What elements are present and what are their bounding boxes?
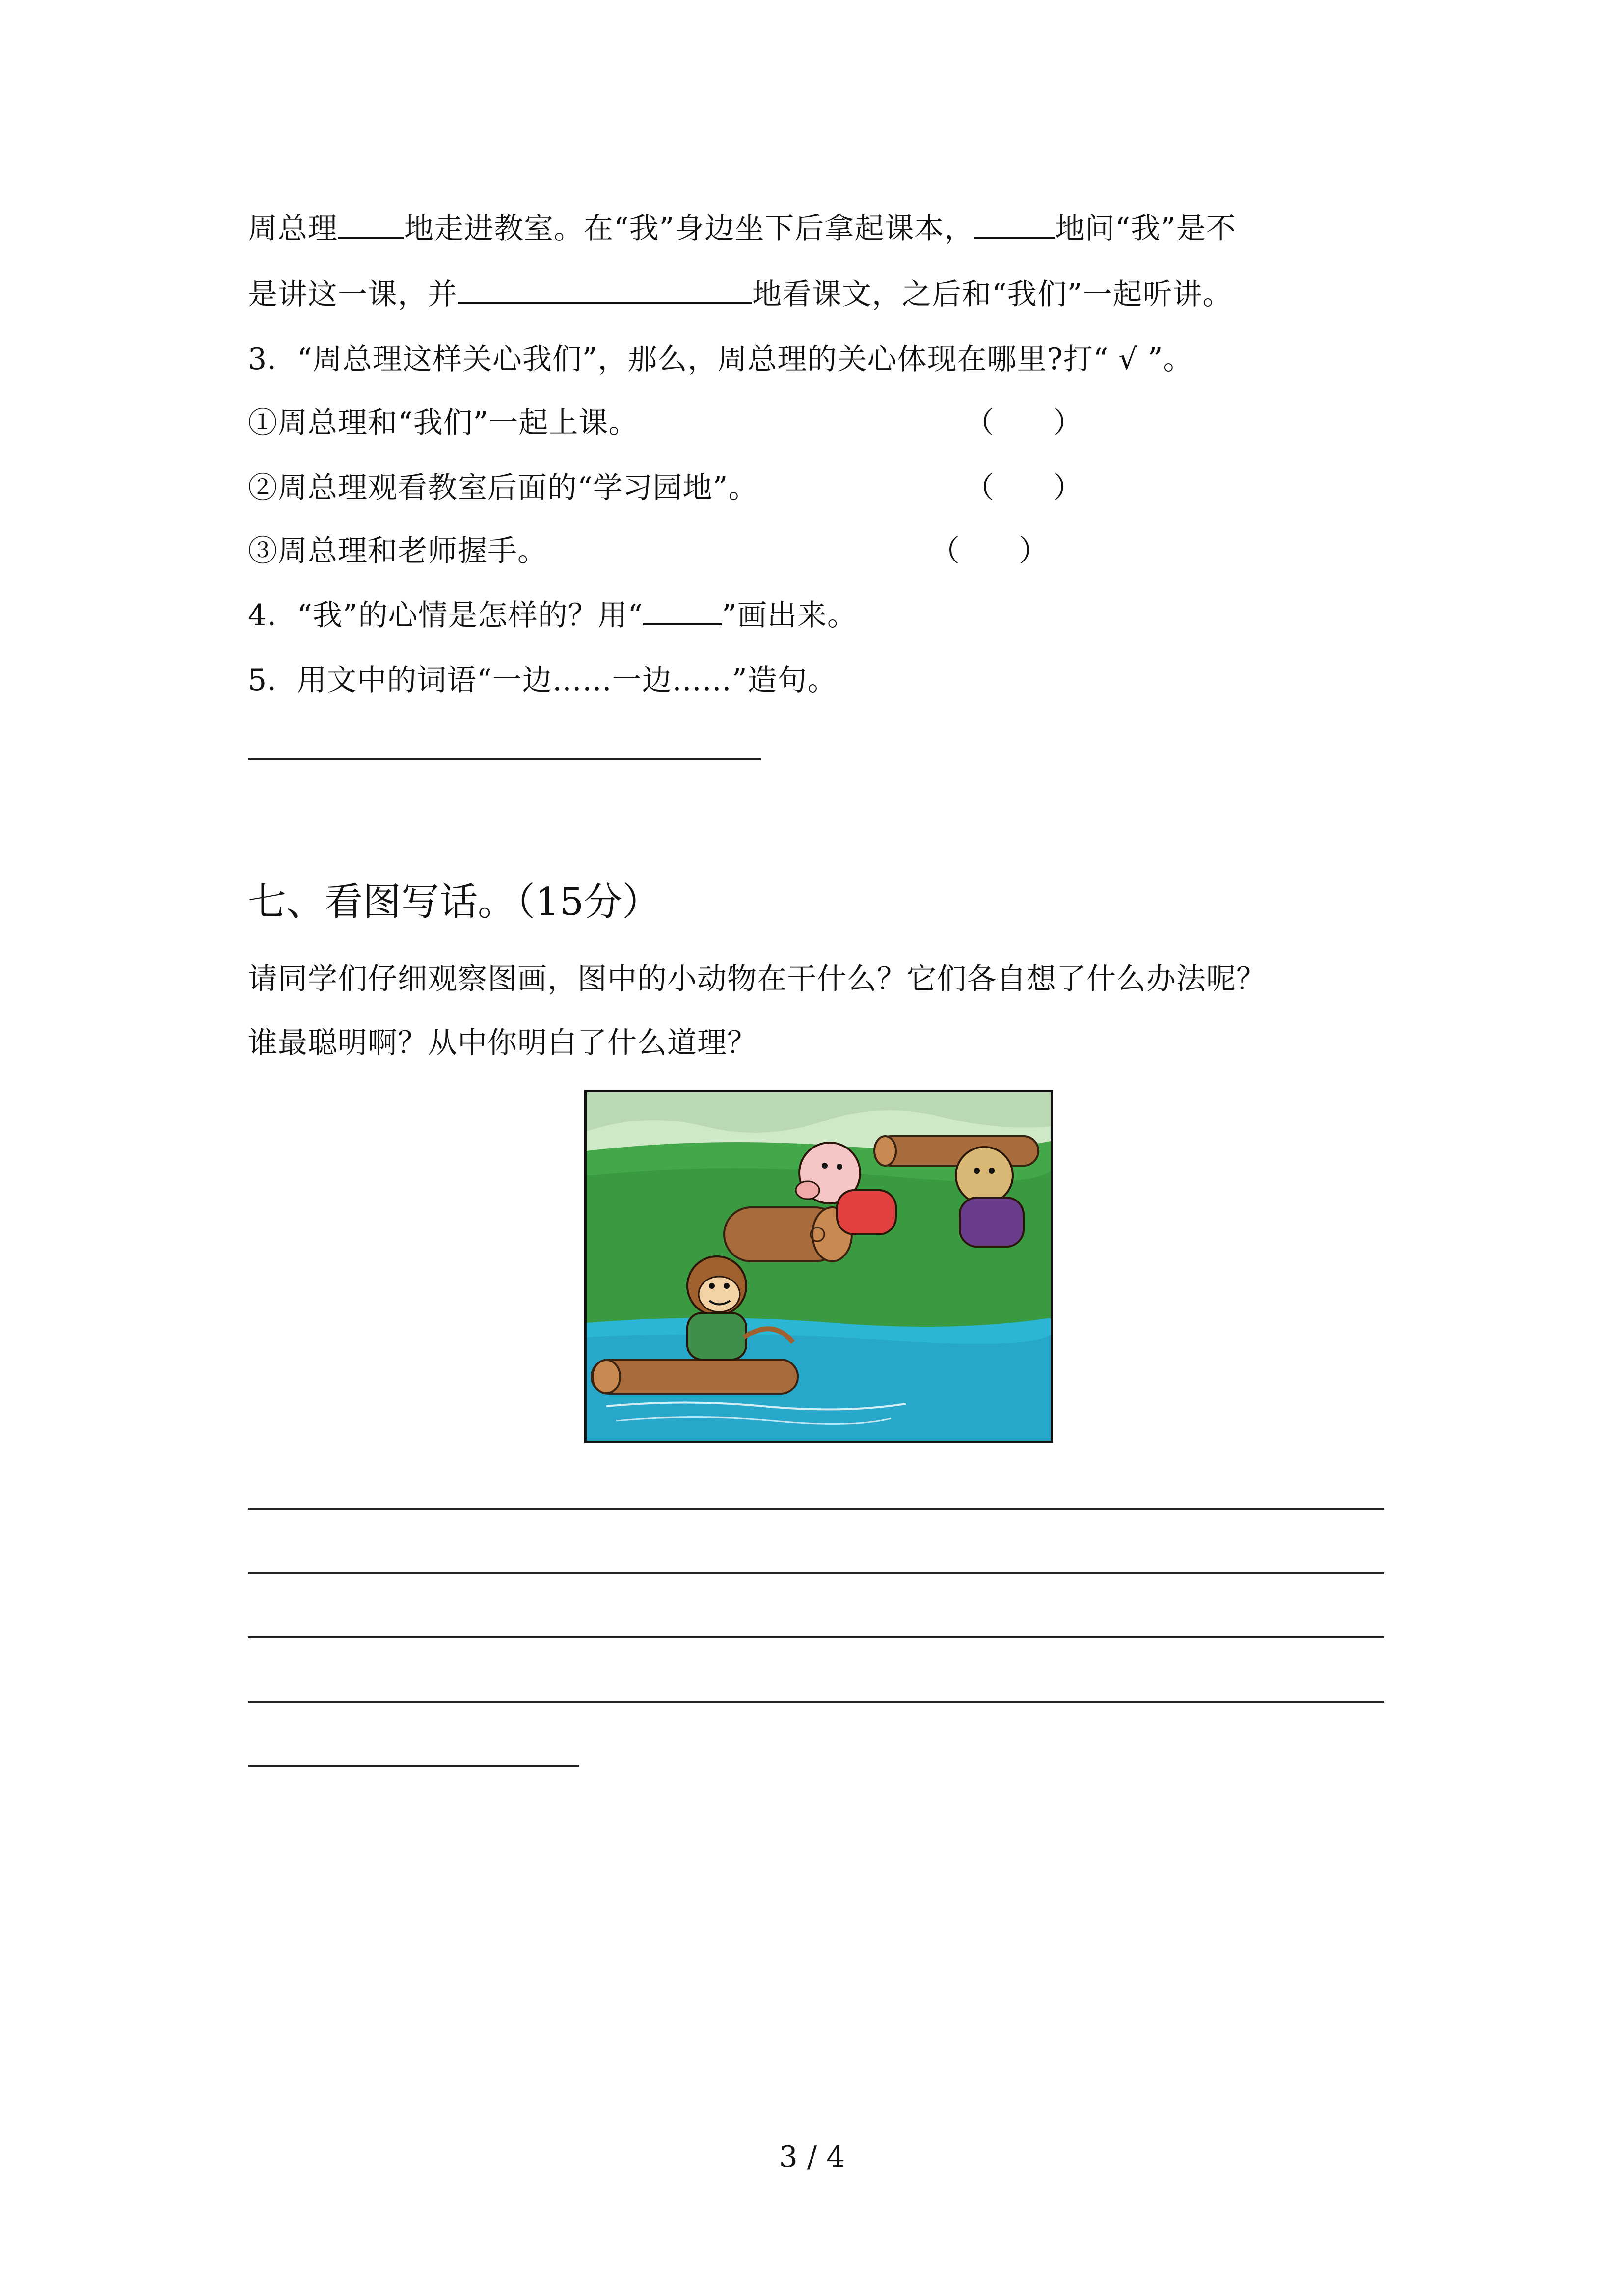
paragraph-line-2 <box>248 275 1232 314</box>
q3-option-3-checkbox[interactable]: （ ） <box>930 534 1048 568</box>
q5-answer-line[interactable] <box>248 758 761 760</box>
question-4-prompt <box>248 596 857 635</box>
fill-blank[interactable] <box>338 232 404 239</box>
q4-text: 4．“我”的心情是怎样的？用“ <box>248 598 644 633</box>
writing-line-3[interactable] <box>248 1636 1384 1638</box>
section-7-instruction-2: 谁最聪明啊？从中你明白了什么道理？ <box>248 1026 757 1060</box>
question-5-prompt: 5．用文中的词语“一边……一边……”造句。 <box>248 663 838 697</box>
q4-text: ”画出来。 <box>722 598 857 633</box>
writing-line-5[interactable] <box>248 1765 579 1767</box>
q3-option-1: ①周总理和“我们”一起上课。 <box>248 406 639 440</box>
q3-option-2-checkbox[interactable]: （ ） <box>965 471 1083 505</box>
fill-blank[interactable] <box>458 297 752 304</box>
cartoon-illustration <box>587 1092 1051 1441</box>
writing-line-2[interactable] <box>248 1572 1384 1574</box>
fill-blank[interactable] <box>974 232 1055 239</box>
paragraph-text: 周总理 <box>248 212 338 246</box>
q3-option-1-checkbox[interactable]: （ ） <box>965 406 1083 440</box>
underline-sample <box>643 618 722 625</box>
paragraph-text: 地走进教室。在“我”身边坐下后拿起课本， <box>404 212 974 246</box>
paragraph-line-1 <box>248 209 1236 248</box>
q3-option-3: ③周总理和老师握手。 <box>248 534 547 568</box>
q3-option-2: ②周总理观看教室后面的“学习园地”。 <box>248 471 758 505</box>
page-number: 3 / 4 <box>779 2140 845 2174</box>
cartoon-picture <box>584 1090 1053 1443</box>
paragraph-text: 是讲这一课，并 <box>248 277 458 312</box>
paragraph-text: 地看课文，之后和“我们”一起听讲。 <box>752 277 1233 312</box>
writing-line-1[interactable] <box>248 1508 1384 1510</box>
writing-line-4[interactable] <box>248 1701 1384 1703</box>
question-3-prompt: 3．“周总理这样关心我们”，那么，周总理的关心体现在哪里?打“ √ ”。 <box>248 342 1193 376</box>
section-7-instruction-1: 请同学们仔细观察图画，图中的小动物在干什么？它们各自想了什么办法呢？ <box>248 962 1266 996</box>
paragraph-text: 地问“我”是不 <box>1055 212 1236 246</box>
section-7-heading: 七、看图写话。（15分） <box>248 880 661 924</box>
